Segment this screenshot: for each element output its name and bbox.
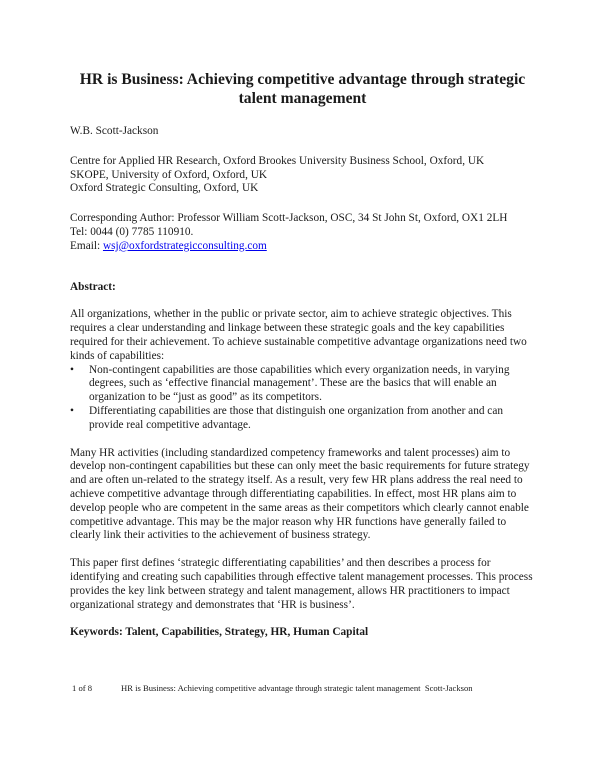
- telephone: Tel: 0044 (0) 7785 110910.: [70, 225, 194, 238]
- capabilities-list: [70, 364, 535, 433]
- list-item-text: Differentiating capabilities are those that distinguish one organization from another and can provide real competitive advantage.: [89, 404, 503, 431]
- list-item-text: Non-contingent capabilities are those capabilities which every organization needs, in varying degrees, such as ‘effective financial management’. These are the basics that will enable an organization to be “just as good” as its competitors.: [89, 363, 510, 404]
- page-footer: [72, 683, 532, 694]
- page-number: 1 of 8: [72, 683, 93, 693]
- author-name: W.B. Scott-Jackson: [70, 125, 159, 137]
- affiliation-line: SKOPE, University of Oxford, Oxford, UK: [70, 168, 268, 181]
- paper-title: HR is Business: Achieving competitive advantage through strategic talent management: [79, 71, 526, 107]
- abstract-intro: [70, 308, 535, 432]
- abstract-heading: Abstract:: [70, 280, 116, 293]
- affiliation-line: Oxford Strategic Consulting, Oxford, UK: [70, 182, 259, 195]
- abstract-section: [70, 308, 535, 612]
- email-label: Email:: [70, 239, 103, 252]
- abstract-intro-text: All organizations, whether in the public or private sector, aim to achieve strategic objectives. This requires a clear understanding and linkage between these strategic goals and the key capabilities required for their achievement. To achieve sustainable competitive advantage organizations need two kinds of capabilities:: [70, 308, 527, 362]
- bullet-icon: •: [70, 363, 74, 376]
- affiliation-line: Centre for Applied HR Research, Oxford Brookes University Business School, Oxford, UK: [70, 154, 485, 167]
- list-item: [70, 364, 535, 405]
- paper-page: [70, 70, 535, 651]
- running-title: HR is Business: Achieving competitive advantage through strategic talent management: [121, 683, 421, 693]
- bullet-icon: •: [70, 404, 74, 417]
- keywords: Keywords: Talent, Capabilities, Strategy, HR, Human Capital: [70, 626, 369, 639]
- contact-block: [70, 212, 535, 253]
- email-link[interactable]: wsj@oxfordstrategicconsulting.com: [102, 239, 267, 252]
- affiliations: [70, 155, 535, 196]
- abstract-paragraph: This paper first defines ‘strategic differentiating capabilities’ and then describes a process for identifying and creating such capabilities through effective talent management processes. This process provides the key link between strategy and talent management, allows HR practitioners to impact organizational strategy and demonstrates that ‘HR is business’.: [70, 557, 533, 611]
- corresponding-author: Corresponding Author: Professor William Scott-Jackson, OSC, 34 St John St, Oxford, OX1 2LH: [70, 212, 508, 225]
- abstract-paragraph: Many HR activities (including standardized competency frameworks and talent processes) aim to develop non-contingent capabilities but these can only meet the basic requirements for future strategy and are often un-related to the strategy itself. As a result, very few HR plans address the real need to achieve competitive advantage through differentiating capabilities. In effect, most HR plans aim to develop people who are competent in the same areas as their competitors which clearly cannot enable competitive advantage. This may be the major reason why HR functions have generally failed to clearly link their activities to the achievement of business strategy.: [70, 446, 530, 542]
- list-item: [70, 405, 535, 433]
- footer-author: Scott-Jackson: [424, 683, 473, 693]
- email-line: [70, 240, 535, 254]
